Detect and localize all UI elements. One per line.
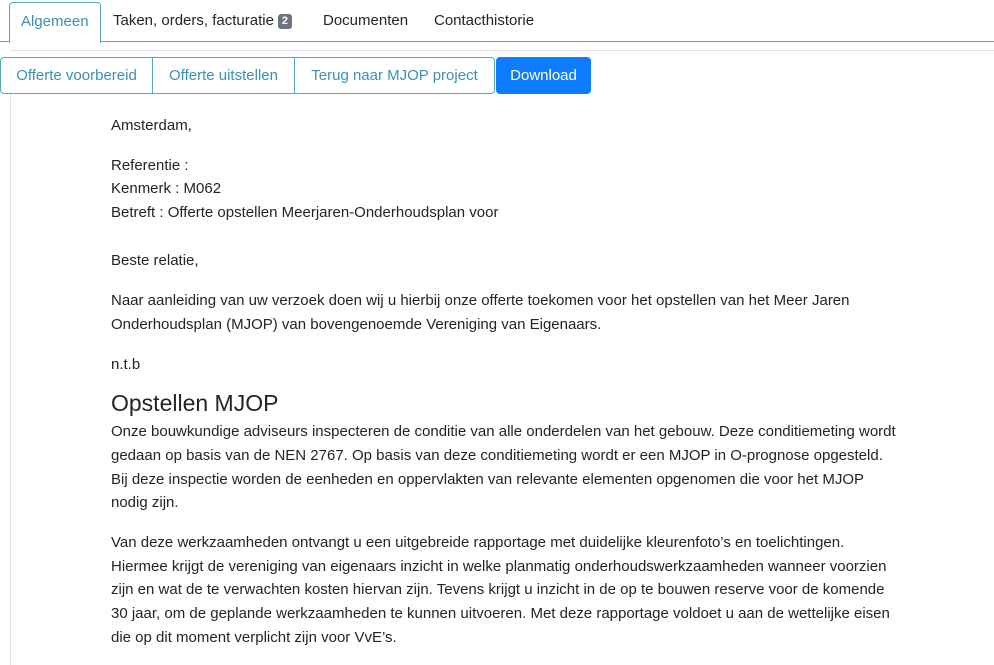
letter-paragraph-1: Onze bouwkundige adviseurs inspecteren de conditie van alle onderdelen van het gebouw. Deze conditiemeting wordt gedaan op basis van de NEN 2767. Op basis van deze conditiemeting wordt er een MJOP in O-prognose opgesteld. Bij deze inspectie worden de eenheden en oppervlakten van relevante elementen opgenomen die voor het MJOP nodig zijn. xyxy=(111,423,896,512)
letter-ntb: n.t.b xyxy=(111,355,141,373)
offerte-voorbereid-button[interactable]: Offerte voorbereid xyxy=(0,57,153,94)
section-heading: Opstellen MJOP xyxy=(111,390,279,417)
letter-kenmerk: Kenmerk : M062 xyxy=(111,180,222,198)
tab-taken-label: Taken, orders, facturatie xyxy=(113,12,274,29)
tab-taken-count-badge: 2 xyxy=(278,14,292,29)
letter-betreft: Betreft : Offerte opstellen Meerjaren-Onderhoudsplan voor xyxy=(111,204,499,222)
tab-contacthistorie[interactable] xyxy=(423,2,545,42)
offerte-uitstellen-button[interactable]: Offerte uitstellen xyxy=(152,57,295,94)
tab-algemeen-label: Algemeen xyxy=(21,13,89,30)
letter-intro: Naar aanleiding van uw verzoek doen wij u hierbij onze offerte toekomen voor het opstellen van het Meer Jaren Onderhoudsplan (MJOP) van bovengenoemde Vereniging van Eigenaars. xyxy=(111,292,850,333)
terug-naar-mjop-project-button[interactable]: Terug naar MJOP project xyxy=(294,57,495,94)
download-button[interactable]: Download xyxy=(496,57,591,94)
tab-bar xyxy=(0,0,994,42)
letter-paragraph-2: Van deze werkzaamheden ontvangt u een uitgebreide rapportage met duidelijke kleurenfoto’s en toelichtingen. Hiermee krijgt de vereniging van eigenaars inzicht in welke planmatig onderhoudswerkzaamheden wanneer voorzien zijn en wat de te verwachten kosten hiervan zijn. Tevens krijgt u inzicht in de op te bouwen reserve voor de komende 30 jaar, om de geplande werkzaamheden te kunnen uitvoeren. Met deze rapportage voldoet u aan de wettelijke eisen die op dit moment verplicht zijn voor VvE’s. xyxy=(111,534,890,646)
tab-documenten-label: Documenten xyxy=(323,12,409,29)
tab-documenten[interactable] xyxy=(312,2,419,42)
letter-referentie: Referentie : xyxy=(111,156,189,174)
letter-salutation: Beste relatie, xyxy=(111,252,199,270)
tab-contacthistorie-label: Contacthistorie xyxy=(434,12,535,29)
panel-top-border xyxy=(10,50,994,51)
panel-left-border xyxy=(10,94,11,665)
tab-taken-orders-facturatie[interactable] xyxy=(102,2,303,42)
letter-place: Amsterdam, xyxy=(111,117,192,134)
tab-algemeen[interactable] xyxy=(9,2,101,43)
offerte-document xyxy=(111,114,901,650)
